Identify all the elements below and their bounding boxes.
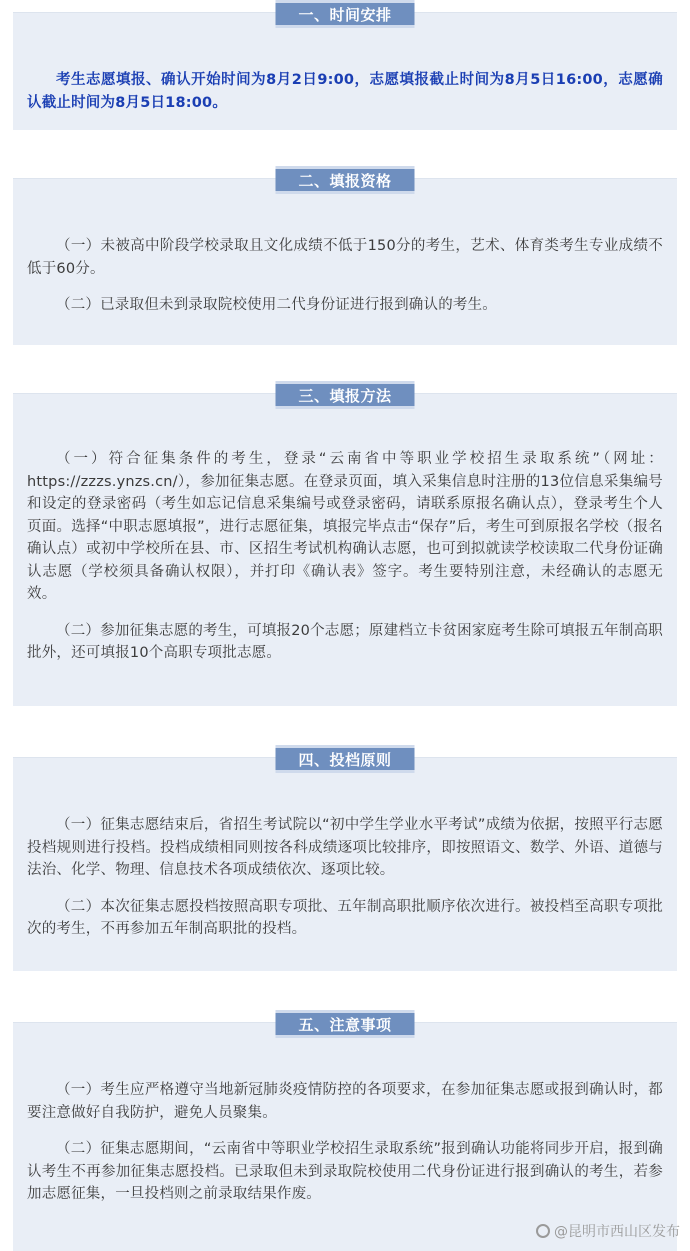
watermark-text: @昆明市西山区发布 [554,1224,680,1240]
principles-para-1: （一）征集志愿结束后，省招生考试院以“初中学生学业水平考试”成绩为依据，按照平行志愿投档规则进行投档。投档成绩相同则按各科成绩逐项比较排序，即按照语文、数学、外语、道德与法治、化学、物理、信息技术各项成绩依次、逐项比较。 [27,817,663,878]
section-schedule [13,5,677,130]
section-eligibility [13,171,677,345]
weibo-icon [536,1224,550,1238]
section-notes [13,1015,677,1251]
section-title: 五、注意事项 [276,1010,415,1038]
notes-para-1: （一）考生应严格遵守当地新冠肺炎疫情防控的各项要求，在参加征集志愿或报到确认时，都要注意做好自我防护，避免人员聚集。 [27,1082,663,1121]
principles-para-2: （二）本次征集志愿投档按照高职专项批、五年制高职批顺序依次进行。被投档至高职专项批次的考生，不再参加五年制高职批的投档。 [27,898,663,937]
schedule-text: 考生志愿填报、确认开始时间为8月2日9:00，志愿填报截止时间为8月5日16:00，志愿确认截止时间为8月5日18:00。 [27,72,663,111]
method-para-2: （二）参加征集志愿的考生，可填报20个志愿；原建档立卡贫困家庭考生除可填报五年制高职批外，还可填报10个高职专项批志愿。 [27,622,663,661]
section-title: 三、填报方法 [276,381,415,409]
section-title: 二、填报资格 [276,166,415,194]
section-principles [13,750,677,971]
eligibility-para-1: （一）未被高中阶段学校录取且文化成绩不低于150分的考生，艺术、体育类考生专业成绩不低于60分。 [27,238,663,277]
eligibility-para-2: （二）已录取但未到录取院校使用二代身份证进行报到确认的考生。 [56,297,497,313]
section-method [13,386,677,706]
method-para-1: （一）符合征集条件的考生，登录“云南省中等职业学校招生录取系统”（网址：https://zzzs.ynzs.cn/），参加征集志愿。在登录页面，填入采集信息时注册的13位信息采集编号和设定的登录密码（考生如忘记信息采集编号或登录密码，请联系原报名确认点），登录考生个人页面。选择“中职志愿填报”，进行志愿征集，填报完毕点击“保存”后，考生可到原报名学校（报名确认点）或初中学校所在县、市、区招生考试机构确认志愿，也可到拟就读学校读取二代身份证确认志愿（学校须具备确认权限），并打印《确认表》签字。考生要特别注意，未经确认的志愿无效。 [27,451,663,602]
section-title: 四、投档原则 [276,745,415,773]
weibo-watermark [536,1221,680,1241]
section-title: 一、时间安排 [276,0,415,28]
notes-para-2: （二）征集志愿期间，“云南省中等职业学校招生录取系统”报到确认功能将同步开启，报到确认考生不再参加征集志愿投档。已录取但未到录取院校使用二代身份证进行报到确认的考生，若参加志愿征集，一旦投档则之前录取结果作废。 [27,1141,663,1202]
